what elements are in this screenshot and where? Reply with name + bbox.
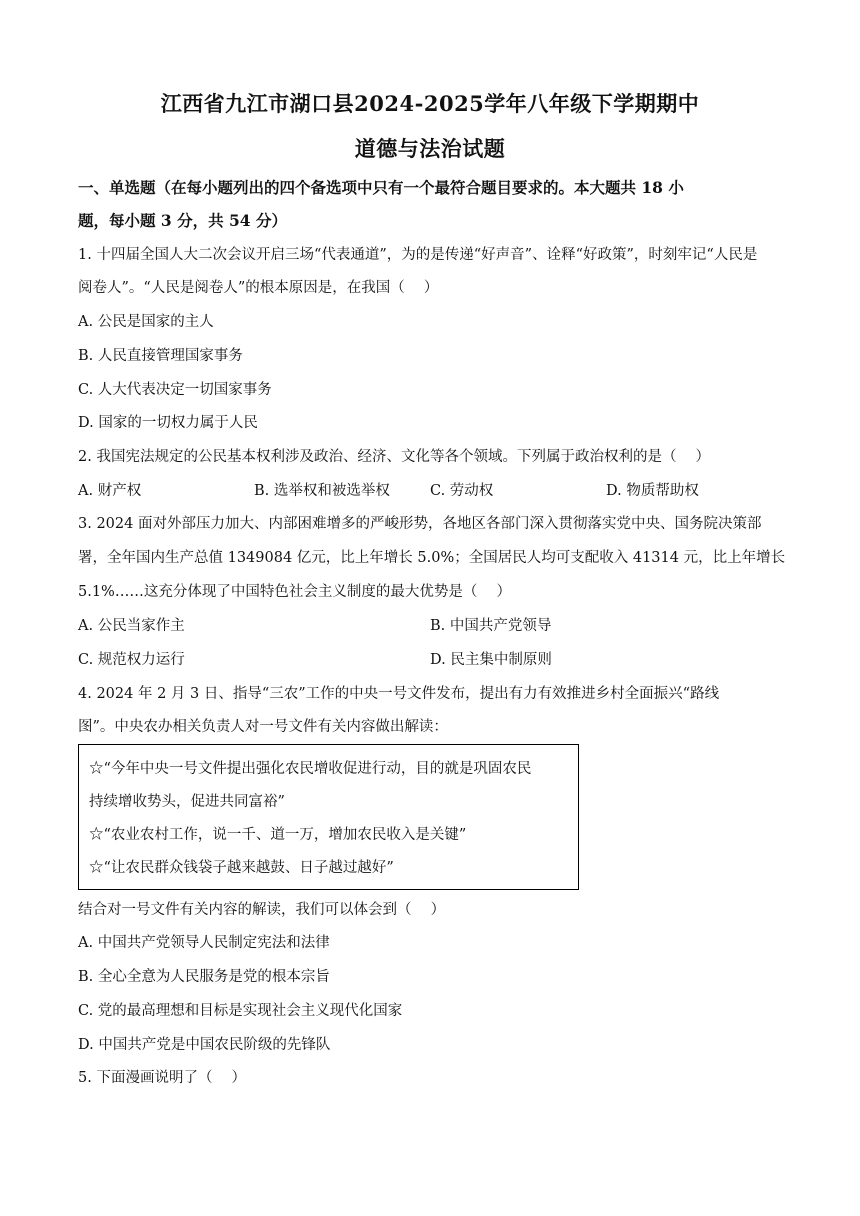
q2-stem: 2. 我国宪法规定的公民基本权利涉及政治、经济、文化等各个领域。下列属于政治权利的是（ ） — [78, 449, 711, 465]
q1-option-c: C. 人大代表决定一切国家事务 — [78, 382, 272, 398]
q5-stem: 5. 下面漫画说明了（ ） — [78, 1070, 247, 1086]
q4-quote-line4: ☆“让农民群众钱袋子越来越鼓、日子越过越好” — [89, 860, 394, 876]
q3-stem-line3: 5.1%……这充分体现了中国特色社会主义制度的最大优势是（ ） — [78, 584, 511, 600]
q1-option-a: A. 公民是国家的主人 — [78, 314, 214, 330]
q3-stem-line1: 3. 2024 面对外部压力加大、内部困难增多的严峻形势，各地区各部门深入贯彻落实党中央、国务院决策部 — [78, 516, 762, 532]
q4-quote-box — [78, 744, 579, 890]
exam-title-line2: 道德与法治试题 — [354, 136, 506, 161]
q1-option-d: D. 国家的一切权力属于人民 — [78, 415, 258, 431]
q4-stem-line1: 4. 2024 年 2 月 3 日、指导“三农”工作的中央一号文件发布，提出有力有效推进乡村全面振兴“路线 — [78, 686, 720, 702]
q2-option-c: C. 劳动权 — [430, 483, 494, 499]
q1-stem-line1: 1. 十四届全国人大二次会议开启三场“代表通道”，为的是传递“好声音”、诠释“好政策”，时刻牢记“人民是 — [78, 247, 758, 263]
q1-option-b: B. 人民直接管理国家事务 — [78, 348, 243, 364]
q3-option-c: C. 规范权力运行 — [78, 652, 185, 668]
q2-option-d: D. 物质帮助权 — [606, 483, 699, 499]
q4-quote-line1: ☆“今年中央一号文件提出强化农民增收促进行动，目的就是巩固农民 — [89, 761, 532, 777]
q3-option-a: A. 公民当家作主 — [78, 618, 185, 634]
section-heading-line2: 题，每小题 3 分，共 54 分） — [78, 211, 287, 230]
q3-option-b: B. 中国共产党领导 — [430, 618, 552, 634]
q2-option-b: B. 选举权和被选举权 — [254, 483, 390, 499]
q4-option-a: A. 中国共产党领导人民制定宪法和法律 — [78, 935, 330, 951]
q4-option-b: B. 全心全意为人民服务是党的根本宗旨 — [78, 969, 330, 985]
q1-stem-line2: 阅卷人”。“人民是阅卷人”的根本原因是，在我国（ ） — [78, 280, 439, 296]
q4-stem-line2: 图”。中央农办相关负责人对一号文件有关内容做出解读： — [78, 719, 448, 735]
section-heading-line1: 一、单选题（在每小题列出的四个备选项中只有一个最符合题目要求的。本大题共 18 小 — [78, 178, 684, 197]
q3-option-d: D. 民主集中制原则 — [430, 652, 552, 668]
exam-title-line1: 江西省九江市湖口县2024-2025学年八年级下学期期中 — [160, 91, 700, 116]
q4-option-d: D. 中国共产党是中国农民阶级的先锋队 — [78, 1037, 331, 1053]
q3-stem-line2: 署，全年国内生产总值 1349084 亿元，比上年增长 5.0%；全国居民人均可支配收入 41314 元，比上年增长 — [78, 550, 786, 566]
q4-after-box: 结合对一号文件有关内容的解读，我们可以体会到（ ） — [78, 902, 446, 918]
q4-quote-line2: 持续增收势头，促进共同富裕” — [89, 794, 285, 810]
q4-quote-line3: ☆“农业农村工作，说一千、道一万，增加农民收入是关键” — [89, 827, 467, 843]
q2-option-a: A. 财产权 — [78, 483, 142, 499]
q4-option-c: C. 党的最高理想和目标是实现社会主义现代化国家 — [78, 1003, 403, 1019]
